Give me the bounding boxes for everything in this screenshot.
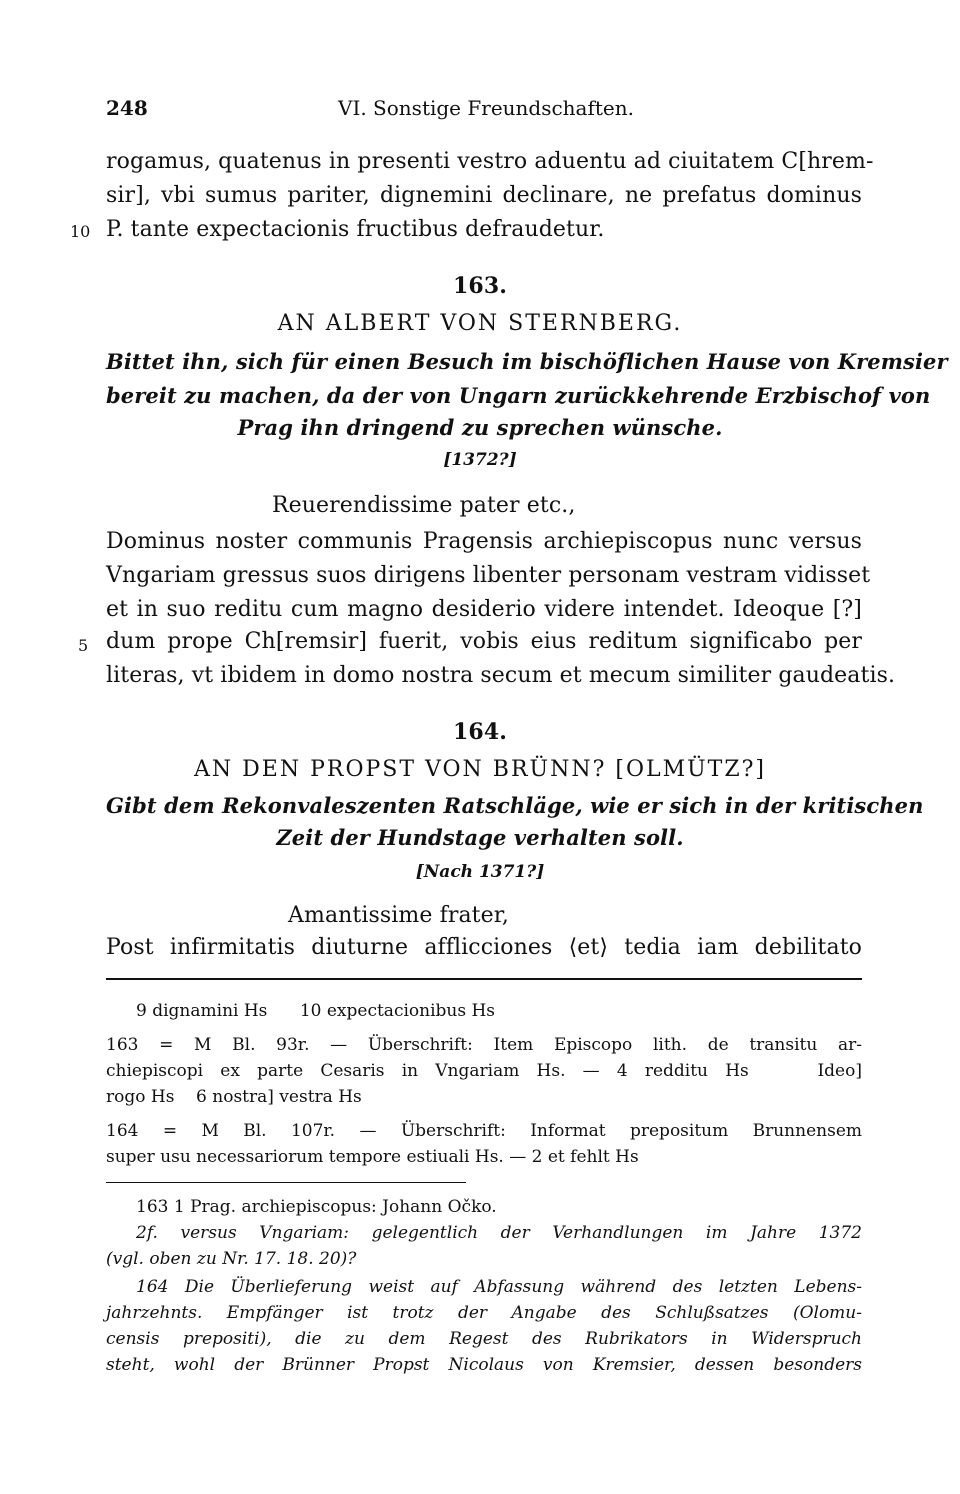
apparatus-line: rogo Hs 6 nostra] vestra Hs bbox=[106, 1087, 362, 1107]
regest-line: Gibt dem Rekonvaleszenten Ratschläge, wie er sich in der kritischen bbox=[106, 793, 924, 818]
regest-line: Prag ihn dringend zu sprechen wünsche. bbox=[237, 415, 723, 440]
page-number: 248 bbox=[106, 96, 148, 120]
regest-line: bereit zu machen, da der von Ungarn zurückkehrende Erzbischof von bbox=[106, 383, 931, 408]
apparatus-line: chiepiscopi ex parte Cesaris in Vngariam Hs. — 4 redditu Hs Ideo] bbox=[106, 1061, 862, 1081]
commentary-separator bbox=[106, 1182, 466, 1183]
footnote-separator bbox=[106, 978, 862, 980]
line-number: 10 bbox=[70, 222, 91, 241]
regest-line: Zeit der Hundstage verhalten soll. bbox=[276, 825, 684, 850]
text-line: dum prope Ch[remsir] fuerit, vobis eius reditum significabo per bbox=[106, 629, 862, 654]
text-line: et in suo reditu cum magno desiderio videre intendet. Ideoque [?] bbox=[106, 597, 862, 622]
commentary-line: steht, wohl der Brünner Propst Nicolaus von Kremsier, dessen besonders bbox=[106, 1355, 862, 1375]
carryover-line: rogamus, quatenus in presenti vestro aduentu ad ciuitatem C[hrem- bbox=[106, 149, 874, 174]
apparatus-line: 9 dignamini Hs 10 expectacionibus Hs bbox=[136, 1001, 496, 1021]
carryover-line: sir], vbi sumus pariter, dignemini declinare, ne prefatus dominus bbox=[106, 183, 862, 208]
letter-number-164: 164. bbox=[453, 719, 507, 745]
commentary-line: 164 Die Überlieferung weist auf Abfassung während des letzten Lebens- bbox=[136, 1277, 862, 1297]
letter-title-163: AN ALBERT VON STERNBERG. bbox=[277, 311, 683, 336]
regest-line: Bittet ihn, sich für einen Besuch im bischöflichen Hause von Kremsier bbox=[106, 349, 948, 374]
running-title: VI. Sonstige Freundschaften. bbox=[338, 96, 634, 120]
text-line: literas, vt ibidem in domo nostra secum et mecum similiter gaudeatis. bbox=[106, 663, 896, 688]
date-164: [Nach 1371?] bbox=[415, 862, 545, 882]
text-line: Post infirmitatis diuturne afflicciones ⟨et⟩ tedia iam debilitato bbox=[106, 935, 862, 960]
commentary-line: 163 1 Prag. archiepiscopus: Johann Očko. bbox=[136, 1197, 497, 1217]
commentary-line: censis prepositi), die zu dem Regest des Rubrikators in Widerspruch bbox=[106, 1329, 862, 1349]
text-line: Dominus noster communis Pragensis archiepiscopus nunc versus bbox=[106, 529, 862, 554]
text-line: Vngariam gressus suos dirigens libenter personam vestram vidisset bbox=[106, 563, 871, 588]
commentary-line: jahrzehnts. Empfänger ist trotz der Angabe des Schlußsatzes (Olomu- bbox=[106, 1303, 862, 1323]
commentary-line: 2f. versus Vngariam: gelegentlich der Verhandlungen im Jahre 1372 bbox=[136, 1223, 862, 1243]
apparatus-line: 164 = M Bl. 107r. — Überschrift: Informat prepositum Brunnensem bbox=[106, 1121, 862, 1141]
letter-number-163: 163. bbox=[453, 273, 507, 299]
commentary-line: (vgl. oben zu Nr. 17. 18. 20)? bbox=[106, 1249, 357, 1269]
letter-title-164: AN DEN PROPST VON BRÜNN? [OLMÜTZ?] bbox=[194, 757, 766, 782]
salutation-164: Amantissime frater, bbox=[288, 903, 510, 928]
apparatus-line: super usu necessariorum tempore estiuali Hs. — 2 et fehlt Hs bbox=[106, 1147, 639, 1167]
apparatus-line: 163 = M Bl. 93r. — Überschrift: Item Episcopo lith. de transitu ar- bbox=[106, 1035, 862, 1055]
salutation-163: Reuerendissime pater etc., bbox=[272, 493, 576, 518]
line-number: 5 bbox=[78, 636, 89, 655]
carryover-line: P. tante expectacionis fructibus defraudetur. bbox=[106, 217, 605, 242]
date-163: [1372?] bbox=[443, 450, 517, 470]
